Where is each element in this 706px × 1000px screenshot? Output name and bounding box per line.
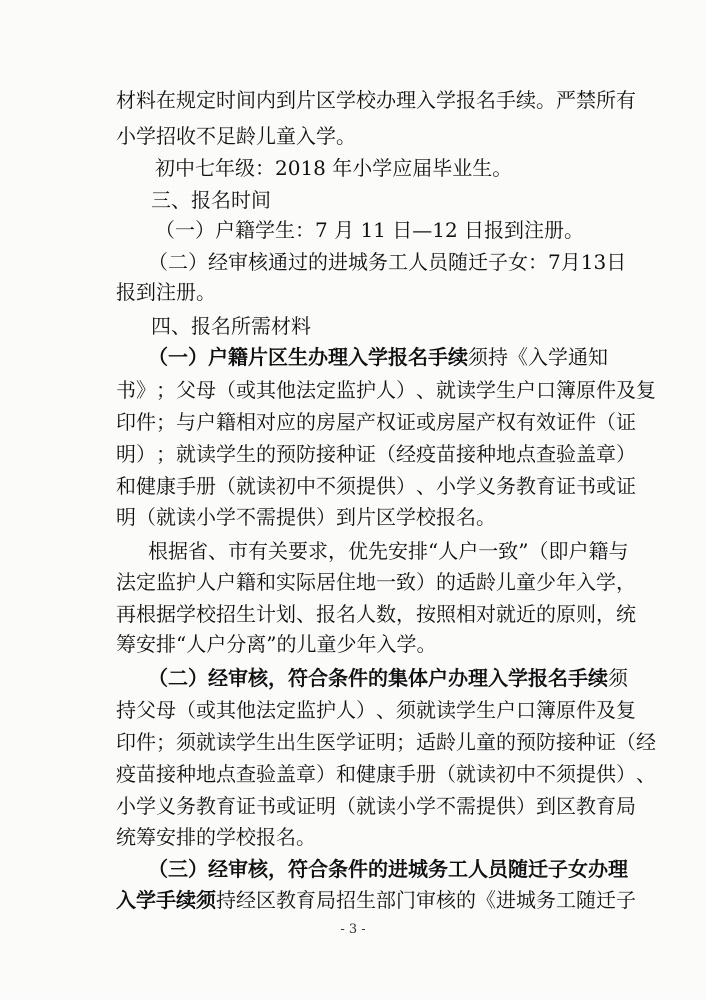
body-line: （ 二 ） 经 审 核 通 过 的 进 城 务 工 人 员 随 迁 子 女 ： 7 月 1 3 日 (148, 250, 627, 274)
body-line: 和 健 康 手 册 （ 就 读 初 中 不 须 提 供 ） 、 小 学 义 务 教 育 证 书 或 证 (116, 474, 636, 498)
body-line: 根 据 省 、 市 有 关 要 求 ， 优 先 安 排 “ 人 户 一 致 ” （ 即 户 籍 与 (148, 539, 629, 563)
body-line (0, 857, 706, 881)
body-line: 明 ） ； 就 读 学 生 的 预 防 接 种 证 （ 经 疫 苗 接 种 地 点 查 验 盖 章 ） (116, 442, 636, 466)
body-line: 材 料 在 规 定 时 间 内 到 片 区 学 校 办 理 入 学 报 名 手 续 。 严 禁 所 有 (116, 88, 636, 112)
body-line: （一）户籍学生：7 月 11 日—12 日报到注册。 (155, 218, 585, 242)
bold-lead: （一）户籍片区生办理入学报名手续 (148, 345, 468, 369)
page-number: - 3 - (340, 922, 366, 937)
section-heading: 四、报名所需材料 (151, 314, 311, 338)
body-line: 初中七年级：2018 年小学应届毕业生。 (155, 156, 513, 180)
body-line: 明（就读小学不需提供）到片区学校报名。 (116, 505, 496, 529)
body-line: 持 父 母 （ 或 其 他 法 定 监 护 人 ） 、 须 就 读 学 生 户 口 簿 原 件 及 复 (116, 698, 636, 722)
body-line: 印 件 ； 须 就 读 学 生 出 生 医 学 证 明 ； 适 龄 儿 童 的 预 防 接 种 证 （ 经 (116, 730, 656, 754)
body-line: 小 学 义 务 教 育 证 书 或 证 明 （ 就 读 小 学 不 需 提 供 ） 到 区 教 育 局 (116, 794, 636, 818)
body-line (0, 666, 706, 690)
bold-lead: （三）经审核，符合条件的进城务工人员随迁子女办理 (148, 857, 628, 881)
body-line: 印 件 ； 与 户 籍 相 对 应 的 房 屋 产 权 证 或 房 屋 产 权 有 效 证 件 （ 证 (116, 410, 636, 434)
body-line: 统筹安排的学校报名。 (116, 825, 316, 849)
body-line: 疫 苗 接 种 地 点 查 验 盖 章 ） 和 健 康 手 册 （ 就 读 初 中 不 须 提 供 ） 、 (116, 762, 656, 786)
body-line: 报到注册。 (116, 280, 216, 304)
body-line: 筹安排“人户分离”的儿童少年入学。 (116, 632, 437, 656)
body-line: 再 根 据 学 校 招 生 计 划 、 报 名 人 数 ， 按 照 相 对 就 近 的 原 则 ， 统 (116, 602, 636, 626)
line-rest: 持经区教育局招生部门审核的《进城务工随迁子 (216, 888, 636, 912)
section-heading: 三、报名时间 (151, 188, 271, 212)
line-rest: 须持《入学通知 (468, 345, 608, 369)
body-line (0, 345, 706, 369)
bold-lead: 入学手续须 (116, 888, 216, 912)
bold-lead: （二）经审核，符合条件的集体户办理入学报名手续 (148, 666, 608, 690)
body-line: 书 》 ； 父 母 （ 或 其 他 法 定 监 护 人 ） 、 就 读 学 生 户 口 簿 原 件 及 复 (116, 378, 656, 402)
body-line: 法 定 监 护 人 户 籍 和 实 际 居 住 地 一 致 ） 的 适 龄 儿 童 少 年 入 学 ， (116, 570, 636, 594)
body-line: 小学招收不足龄儿童入学。 (116, 124, 356, 148)
line-rest: 须 (608, 666, 628, 690)
body-line (0, 888, 706, 912)
